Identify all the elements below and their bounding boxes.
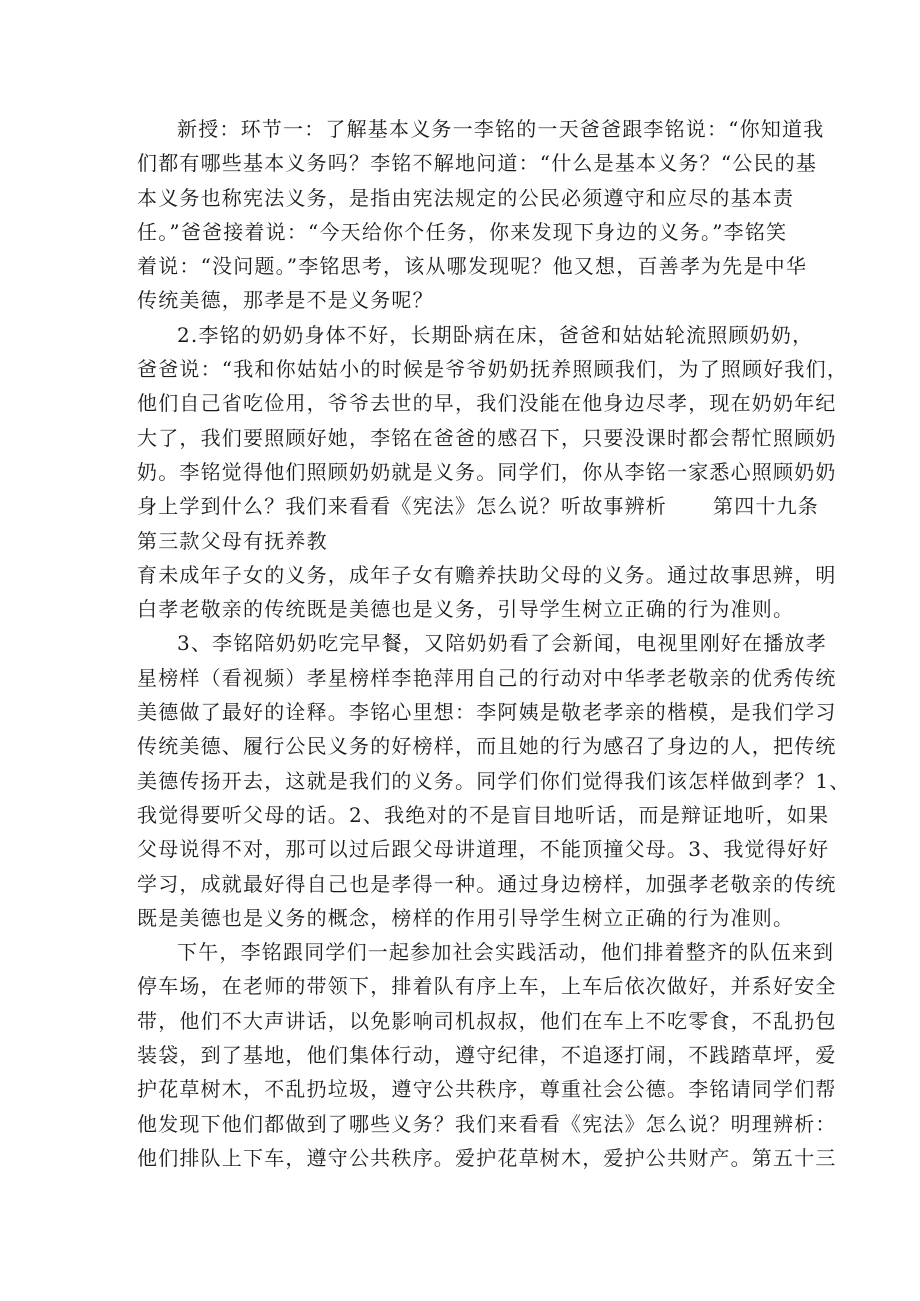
text-line	[137, 1141, 837, 1175]
text-line-content: 父母说得不对，那可以过后跟父母讲道理，不能顶撞父母。3、我觉得好好	[137, 837, 830, 862]
text-line-content: 学习，成就最好得自己也是孝得一种。通过身边榜样，加强孝老敬亲的传统	[137, 871, 837, 896]
text-line	[137, 867, 837, 901]
text-line	[137, 352, 849, 386]
text-line-content: 美德做了最好的诠释。李铭心里想：李阿姨是敬老孝亲的楷模，是我们学习	[137, 700, 837, 725]
text-line	[137, 524, 797, 558]
text-line-tail: 第四十九条	[713, 494, 819, 519]
text-line	[137, 112, 825, 146]
text-line	[137, 455, 837, 489]
text-line	[137, 695, 837, 729]
text-line	[137, 832, 830, 866]
text-line	[137, 249, 808, 283]
text-line	[137, 901, 797, 935]
text-line	[137, 421, 837, 455]
text-line	[137, 764, 851, 798]
text-line	[137, 181, 797, 215]
text-line-content: 他们自己省吃俭用，爷爷去世的早，我们没能在他身边尽孝，现在奶奶年纪	[137, 391, 837, 416]
text-line	[137, 283, 797, 317]
text-line	[137, 626, 827, 660]
text-line-content: 传统美德、履行公民义务的好榜样，而且她的行为感召了身边的人，把传统	[137, 734, 837, 759]
text-line	[137, 729, 837, 763]
text-line-content: 下午，李铭跟同学们一起参加社会实践活动，他们排着整齐的队伍来到	[177, 940, 835, 965]
text-line-content: 着说：“没问题。”李铭思考，该从哪发现呢？他又想，百善孝为先是中华	[137, 254, 808, 279]
document-body	[137, 112, 851, 1175]
text-line-content: 育未成年子女的义务，成年子女有赡养扶助父母的义务。通过故事思辨，明	[137, 562, 837, 587]
text-line-content: 护花草树木，不乱扔垃圾，遵守公共秩序，尊重社会公德。李铭请同学们帮	[137, 1077, 837, 1102]
text-line	[137, 386, 837, 420]
text-line-content: 任。”爸爸接着说：“今天给你个任务，你来发现下身边的义务。”李铭笑	[137, 219, 788, 244]
text-line-content: 他们排队上下车，遵守公共秩序。爱护花草树木，爱护公共财产。第五十三	[137, 1145, 837, 1170]
text-line	[137, 558, 837, 592]
text-line	[137, 592, 797, 626]
text-line-content: 新授：环节一：了解基本义务一李铭的一天爸爸跟李铭说：“你知道我	[177, 117, 825, 141]
text-line-content: 奶。李铭觉得他们照顾奶奶就是义务。同学们，你从李铭一家悉心照顾奶奶	[137, 459, 837, 484]
text-line-content: 装袋，到了基地，他们集体行动，遵守纪律，不追逐打闹，不践踏草坪，爱	[137, 1043, 837, 1068]
text-line-content: 2.李铭的奶奶身体不好，长期卧病在床，爸爸和姑姑轮流照顾奶奶，	[177, 322, 814, 347]
text-line-content: 第三款父母有抚养教	[137, 528, 328, 553]
text-line-content: 白孝老敬亲的传统既是美德也是义务，引导学生树立正确的行为准则。	[137, 597, 795, 622]
text-line	[137, 1072, 837, 1106]
text-line-content: 身上学到什么？我们来看看《宪法》怎么说？听故事辨析	[137, 494, 667, 519]
text-line-content: 美德传扬开去，这就是我们的义务。同学们你们觉得我们该怎样做到孝？1、	[137, 768, 851, 793]
text-line	[137, 1038, 837, 1072]
text-line	[137, 935, 835, 969]
text-line	[137, 318, 814, 352]
text-line-content: 爸爸说：“我和你姑姑小的时候是爷爷奶奶抚养照顾我们，为了照顾好我们，	[137, 357, 849, 382]
text-line-content: 我觉得要听父母的话。2、我绝对的不是盲目地听话，而是辩证地听，如果	[137, 802, 830, 827]
text-line-content: 3、李铭陪奶奶吃完早餐，又陪奶奶看了会新闻，电视里刚好在播放孝	[177, 631, 827, 656]
text-line-content: 他发现下他们都做到了哪些义务？我们来看看《宪法》怎么说？明理辨析：	[137, 1111, 837, 1136]
text-line-content: 星榜样（看视频）孝星榜样李艳萍用自己的行动对中华孝老敬亲的优秀传统	[137, 665, 837, 690]
text-line	[137, 1004, 837, 1038]
text-line	[137, 969, 837, 1003]
text-line-content: 停车场，在老师的带领下，排着队有序上车，上车后依次做好，并系好安全	[137, 974, 837, 999]
text-line	[137, 215, 797, 249]
text-line	[137, 146, 818, 180]
text-line-content: 带，他们不大声讲话，以免影响司机叔叔，他们在车上不吃零食，不乱扔包	[137, 1008, 837, 1033]
text-line-content: 们都有哪些基本义务吗？李铭不解地问道：“什么是基本义务？“公民的基	[137, 151, 818, 176]
text-line-content: 本义务也称宪法义务，是指由宪法规定的公民必须遵守和应尽的基本责	[137, 185, 795, 210]
text-line-content: 传统美德，那孝是不是义务呢？	[137, 288, 434, 313]
text-line	[137, 798, 830, 832]
text-line	[137, 661, 837, 695]
text-line	[137, 489, 819, 523]
text-line-content: 既是美德也是义务的概念，榜样的作用引导学生树立正确的行为准则。	[137, 905, 795, 930]
text-line	[137, 1107, 837, 1141]
text-line-content: 大了，我们要照顾好她，李铭在爸爸的感召下，只要没课时都会帮忙照顾奶	[137, 425, 837, 450]
